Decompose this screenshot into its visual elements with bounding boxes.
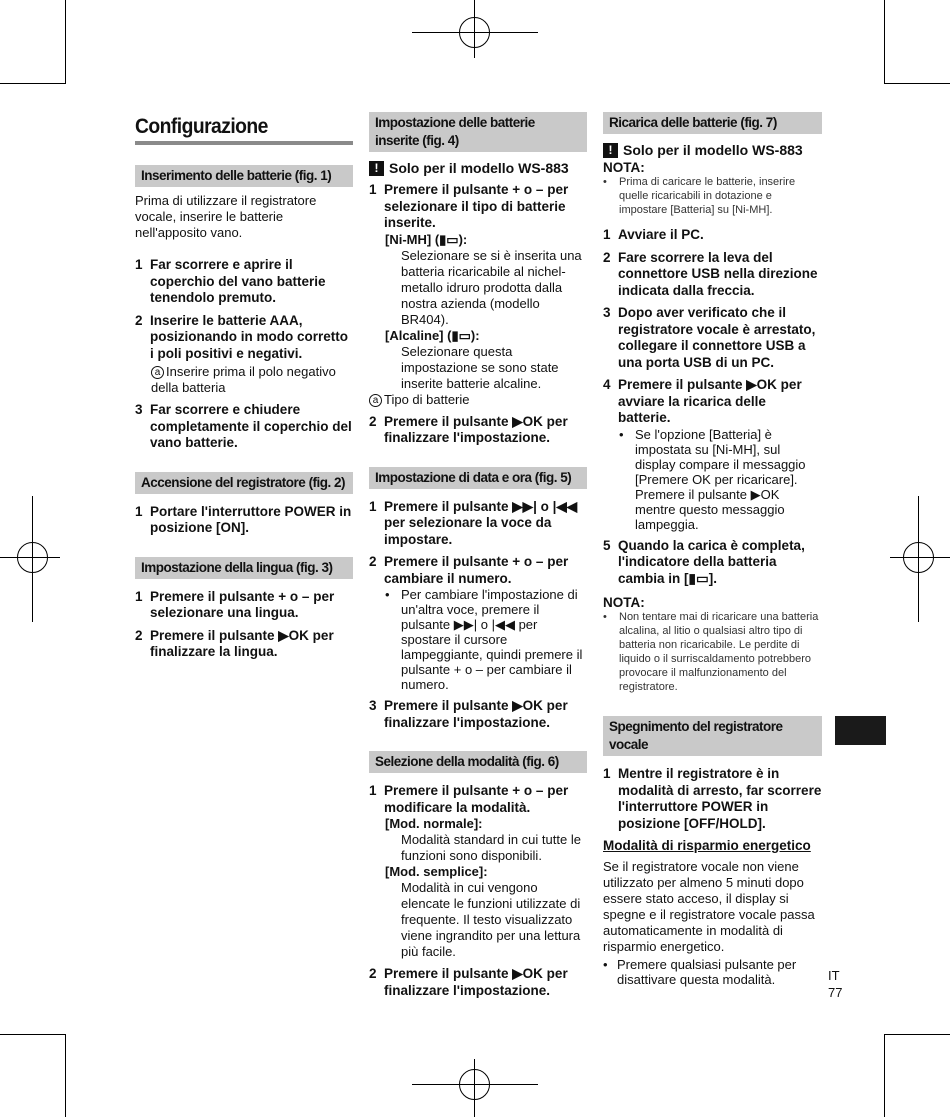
step-item: 1 Avviare il PC. [603,227,704,242]
section-header-power-off: Spegnimento del registratore vocale [603,716,822,756]
step-item: 4 Premere il pulsante ▶OK per avviare la ricarica delle batterie. [603,377,802,425]
step-item: 2 Premere il pulsante ▶OK per finalizzare l'impostazione. [369,966,568,998]
note-text: • Non tentare mai di ricaricare una batteria alcalina, al litio o qualsiasi altro tipo di batteria non ricaricabile. Le perdite di liquido o il surriscaldamento potrebbero provocare il malfunzionamento del registratore. [603,611,819,693]
page-number-value: 77 [828,985,843,1000]
option-label: [Mod. normale]: [385,816,483,831]
step-item: 1 Premere il pulsante + o – per modificare la modalità. [369,783,569,815]
crop-mark [0,83,66,84]
crop-mark [0,1034,66,1035]
bullet-item: • Premere qualsiasi pulsante per disattivare questa modalità. [603,957,797,987]
step-item: 2 Premere il pulsante + o – per cambiare il numero. [369,554,569,586]
registration-mark [459,17,490,48]
step-item: 2 Fare scorrere la leva del connettore USB nella direzione indicata dalla freccia. [603,249,818,298]
option-description: Modalità standard in cui tutte le funzioni sono disponibili. [401,832,581,863]
column-left [135,112,353,661]
section-header-power-on: Accensione del registratore (fig. 2) [135,472,353,494]
model-warning: ! Solo per il modello WS-883 [603,142,822,158]
registration-mark [17,542,48,573]
page-title: Configurazione [135,115,268,138]
crop-mark [884,0,885,83]
note-heading: NOTA: [603,595,645,610]
bullet-item: • Per cambiare l'impostazione di un'altra voce, premere il pulsante ▶▶| o |◀◀ per spostare il cursore lampeggiante, quindi premere il pulsante + o – per cambiare il numero. [385,587,583,692]
step-item: 2 Inserire le batterie AAA, posizionando in modo corretto i poli positivi e negativi. [135,312,348,361]
column-middle [369,112,587,999]
bullet-item: • Se l'opzione [Batteria] è impostata su [Ni-MH], sul display compare il messaggio [Premere OK per ricaricare]. Premere il pulsante ▶OK mentre questo messaggio lampeggia. [619,426,806,532]
step-item: 3 Dopo aver verificato che il registratore vocale è arrestato, collegare il connettore USB a una porta USB di un PC. [603,305,816,370]
warning-icon: ! [603,143,618,158]
option-label: [Alcaline] (▮▭): [385,327,480,343]
section-header-language: Impostazione della lingua (fig. 3) [135,557,353,579]
crop-mark [65,1034,66,1117]
page-number [828,967,842,1001]
step-item: 2 Premere il pulsante ▶OK per finalizzare la lingua. [135,627,334,659]
section-header-battery-insert: Inserimento delle batterie (fig. 1) [135,165,353,187]
crop-mark [884,83,950,84]
callout-marker: a [151,366,164,379]
registration-mark [459,1069,490,1100]
step-item: 1 Premere il pulsante + o – per selezionare una lingua. [135,588,335,620]
step-item: 5 Quando la carica è completa, l'indicatore della batteria cambia in [▮▭]. [603,537,805,586]
crop-mark [884,1034,885,1117]
section-header-date-time: Impostazione di data e ora (fig. 5) [369,467,587,489]
figure-note: a Inserire prima il polo negativo della batteria [151,364,336,395]
callout-marker: a [369,394,382,407]
step-item: 3 Far scorrere e chiudere completamente il coperchio del vano batterie. [135,402,352,450]
note-heading: NOTA: [603,160,645,175]
option-description: Modalità in cui vengono elencate le funzioni utilizzate di frequente. Il testo visualizzato viene ingrandito per una lettura più facile. [401,880,581,959]
column-right [603,112,822,987]
registration-mark [903,542,934,573]
paragraph: Se il registratore vocale non viene utilizzato per almeno 5 minuti dopo essere stato acceso, il display si spegne e il registratore vocale passa automaticamente in modalità di risparmio energetico. [603,859,815,954]
title-rule [135,141,353,145]
crop-mark [884,1034,950,1035]
option-label: [Ni-MH] (▮▭): [385,231,468,247]
step-item: 1 Portare l'interruttore POWER in posizione [ON]. [135,503,352,535]
option-description: Selezionare questa impostazione se sono state inserite batterie alcaline. [401,343,559,391]
step-item: 1 Premere il pulsante + o – per selezionare il tipo di batterie inserite. [369,182,569,230]
warning-icon: ! [369,161,384,176]
section-header-charging: Ricarica delle batterie (fig. 7) [603,112,822,134]
figure-note: a Tipo di batterie [369,392,587,408]
step-item: 1 Premere il pulsante ▶▶| o |◀◀ per selezionare la voce da impostare. [369,498,578,547]
intro-paragraph: Prima di utilizzare il registratore vocale, inserire le batterie nell'apposito vano. [135,193,317,240]
step-item: 1 Far scorrere e aprire il coperchio del vano batterie tenendolo premuto. [135,257,326,305]
option-description: Selezionare se si è inserita una batteria ricaricabile al nichel-metallo idruro prodotta dalla nostra azienda (modello BR404). [401,247,582,327]
note-text: • Prima di caricare le batterie, inserire quelle ricaricabili in dotazione e impostare [Batteria] su [Ni-MH]. [603,176,796,216]
step-item: 1 Mentre il registratore è in modalità di arresto, far scorrere l'interruttore POWER in posizione [OFF/HOLD]. [603,766,822,831]
subsection-heading: Modalità di risparmio energetico [603,838,811,853]
crop-mark [65,0,66,83]
step-item: 2 Premere il pulsante ▶OK per finalizzare l'impostazione. [369,413,568,445]
model-warning: ! Solo per il modello WS-883 [369,160,587,176]
section-header-battery-setting: Impostazione delle batterie inserite (fig. 4) [369,112,587,152]
language-code: IT [828,968,840,983]
thumb-index-tab [835,716,886,745]
step-item: 3 Premere il pulsante ▶OK per finalizzare l'impostazione. [369,698,568,730]
option-label: [Mod. semplice]: [385,864,488,879]
section-header-mode: Selezione della modalità (fig. 6) [369,751,587,773]
